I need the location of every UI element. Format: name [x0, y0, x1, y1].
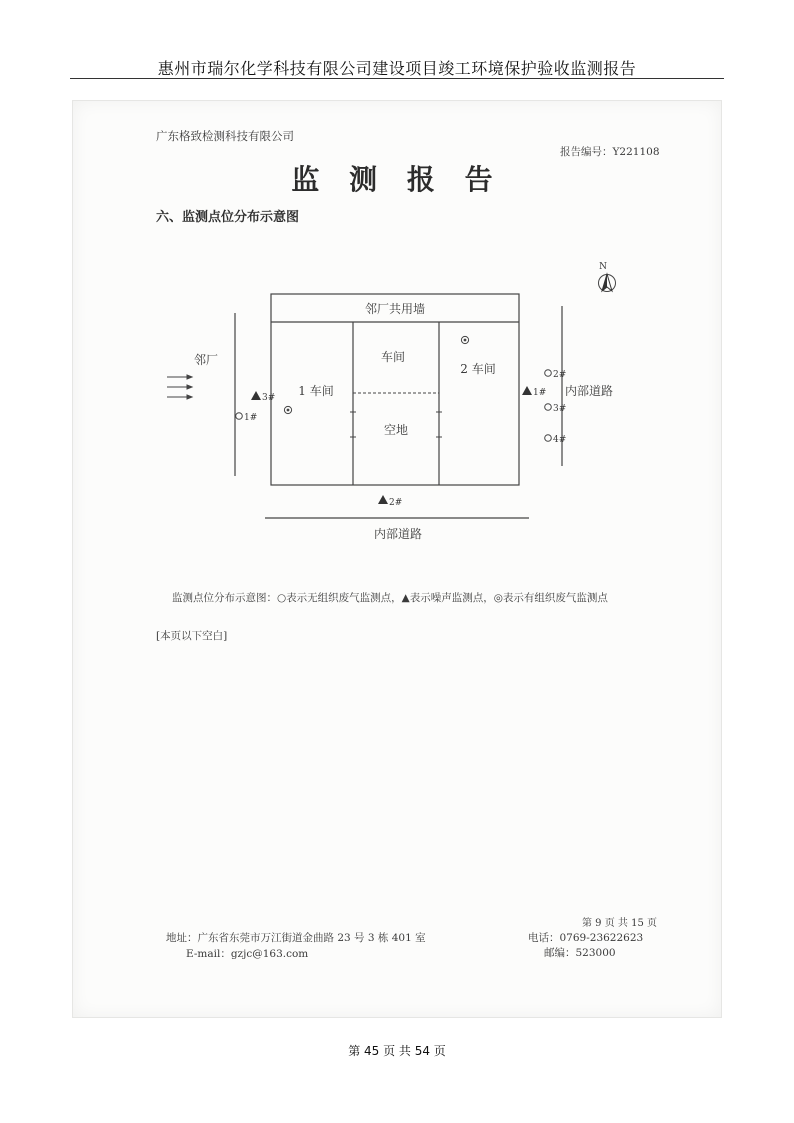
unorganized-point-label: 2#	[553, 370, 567, 380]
open-area-label: 空地	[383, 423, 409, 437]
east-road-label: 内部道路	[565, 384, 614, 398]
organized-exhaust-point	[461, 336, 468, 343]
diagram-legend: 监测点位分布示意图：○表示无组织废气监测点，▲表示噪声监测点，◎表示有组织废气监测点	[172, 592, 608, 604]
company-email: E-mail：gzjc@163.com	[186, 948, 309, 960]
scan-page-count: 第 9 页 共 15 页	[582, 918, 657, 929]
north-arrow-icon	[599, 262, 616, 292]
document-page-number: 第 45 页 共 54 页	[348, 1044, 446, 1058]
unorganized-point-marker	[545, 370, 552, 377]
company-phone: 电话：0769-23622623	[528, 932, 644, 944]
report-header-title: 惠州市瑞尔化学科技有限公司建设项目竣工环境保护验收监测报告	[157, 59, 637, 78]
noise-point-label: 1#	[533, 388, 547, 398]
report-number: 报告编号：Y221108	[560, 146, 660, 158]
noise-point-marker	[522, 386, 532, 395]
wind-arrows-icon	[167, 375, 192, 399]
noise-point-marker	[251, 391, 261, 400]
company-postal-code: 邮编：523000	[544, 947, 616, 959]
report-title: 监 测 报 告	[291, 163, 503, 196]
noise-point-label: 2#	[389, 498, 403, 508]
blank-below-note: [本页以下空白]	[156, 630, 228, 642]
noise-point-marker	[378, 495, 388, 504]
header-divider	[70, 78, 724, 79]
noise-point-label: 3#	[262, 393, 276, 403]
organized-exhaust-point	[284, 406, 291, 413]
unorganized-point-label: 1#	[244, 413, 258, 423]
monitoring-point-diagram	[72, 240, 672, 560]
company-name: 广东格致检测科技有限公司	[156, 129, 294, 143]
workshop-label: 车间	[380, 350, 406, 364]
unorganized-point-marker	[545, 435, 552, 442]
north-label: N	[599, 262, 607, 272]
company-address: 地址：广东省东莞市万江街道金曲路 23 号 3 栋 401 室	[166, 932, 426, 944]
south-road-label: 内部道路	[373, 527, 423, 541]
unorganized-point-marker	[236, 413, 243, 420]
section-title: 六、监测点位分布示意图	[156, 210, 300, 225]
unorganized-point-label: 4#	[553, 435, 567, 445]
workshop-1-label: 1 车间	[298, 384, 334, 398]
unorganized-point-marker	[545, 404, 552, 411]
unorganized-point-label: 3#	[553, 404, 567, 414]
workshop-2-label: 2 车间	[460, 362, 496, 376]
shared-wall-label: 邻厂共用墙	[364, 302, 426, 316]
neighbor-factory-label: 邻厂	[194, 353, 219, 367]
